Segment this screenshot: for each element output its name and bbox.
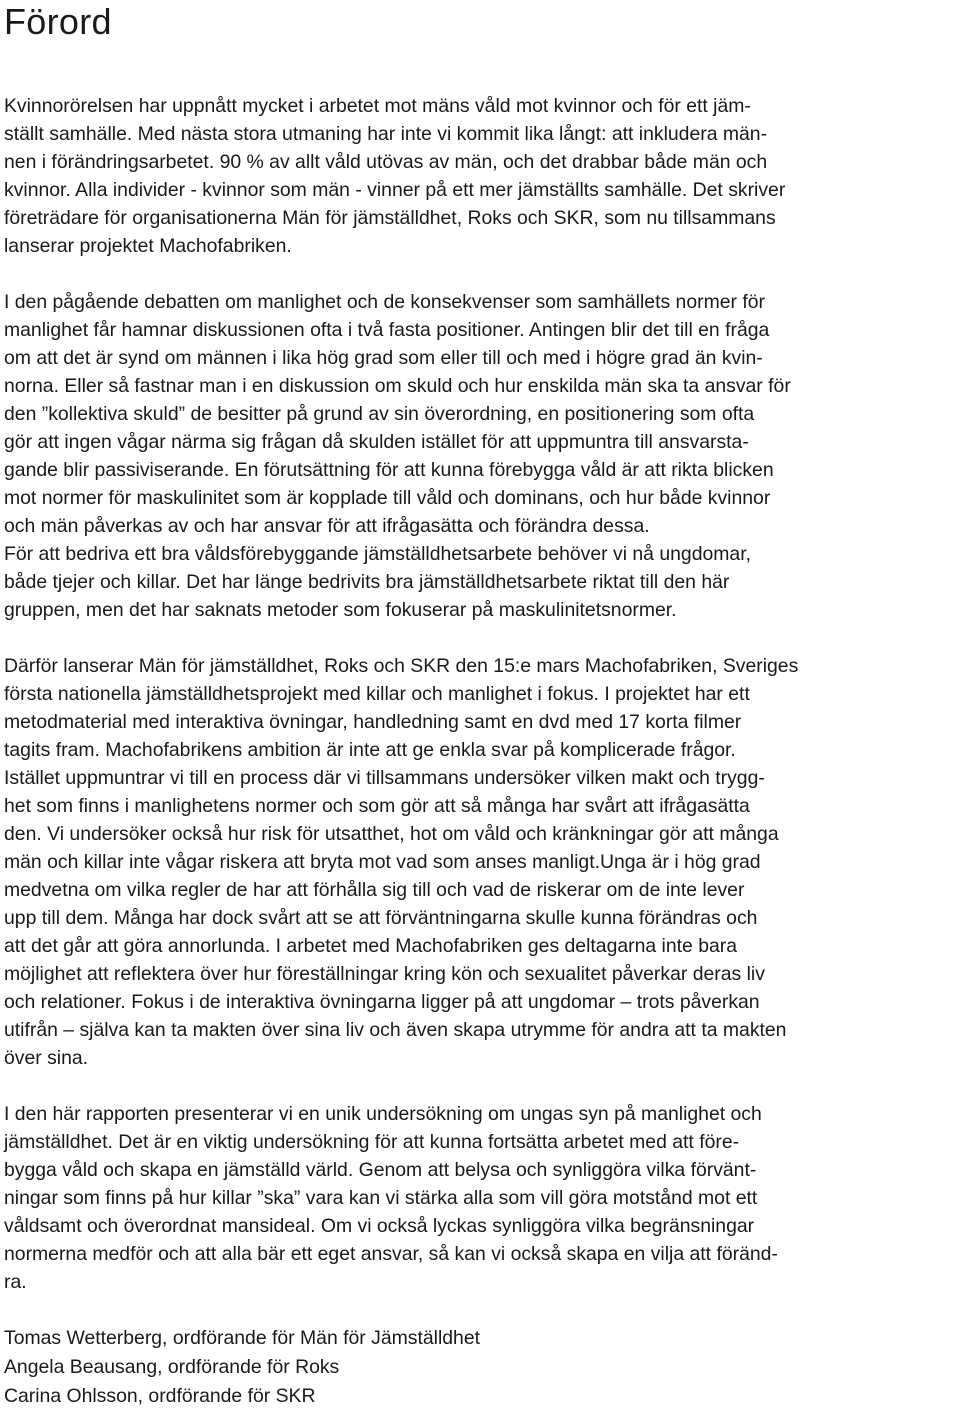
signatures bbox=[4, 1324, 956, 1411]
signature-line: Angela Beausang, ordförande för Roks bbox=[4, 1356, 340, 1378]
paragraph-youth: För att bedriva ett bra våldsförebyggande jämställdhetsarbete behöver vi nå ungdomar, både tjejer och killar. Det har länge bedrivits bra jämställdhetsarbete riktat till den här gruppen, men det har saknats metoder som fokuserar på maskulinitetsnormer. bbox=[4, 543, 751, 621]
signature-line: Tomas Wetterberg, ordförande för Män för Jämställdhet bbox=[4, 1327, 481, 1349]
paragraph-machofabriken: Därför lanserar Män för jämställdhet, Roks och SKR den 15:e mars Machofabriken, Sveriges första nationella jämställdhetsprojekt med killar och manlighet i fokus. I projektet har ett metodmaterial med interaktiva övningar, handledning samt en dvd med 17 korta filmer tagits fram. Machofabrikens ambition är inte att ge enkla svar på komplicerade frågor. Istället uppmuntrar vi till en process där vi tillsammans undersöker vilken makt och trygg- het som finns i manlighetens normer och som gör att så många har svårt att ifrågasätta den. Vi undersöker också hur risk för utsatthet, hot om våld och kränkningar gör att många män och killar inte vågar riskera att bryta mot vad som anses manligt.Unga är i hög grad medvetna om vilka regler de har att förhålla sig till och vad de riskerar om de inte lever upp till dem. Många har dock svårt att se att förväntningarna skulle kunna förändras och att det går att göra annorlunda. I arbetet med Machofabriken ges deltagarna inte bara möjlighet att reflektera över hur föreställningar kring kön och sexualitet påverkar deras liv och relationer. Fokus i de interaktiva övningarna ligger på att ungdomar – trots påverkan utifrån – själva kan ta makten över sina liv och även skapa utrymme för andra att ta makten över sina. bbox=[4, 655, 799, 1069]
document-page bbox=[4, 0, 956, 1411]
paragraph-report: I den här rapporten presenterar vi en unik undersökning om ungas syn på manlighet och jämställdhet. Det är en viktig undersökning för att kunna fortsätta arbetet med att före- bygga våld och skapa en jämställd värld. Genom att belysa och synliggöra vilka förvänt- ningar som finns på hur killar ”ska” vara kan vi stärka alla som vill göra motstånd mot ett våldsamt och överordnat mansideal. Om vi också lyckas synliggöra vilka begränsningar normerna medför och att alla bär ett eget ansvar, så kan vi också skapa en vilja att föränd- ra. bbox=[4, 1103, 778, 1293]
paragraph-debate: I den pågående debatten om manlighet och de konsekvenser som samhällets normer för manlighet får hamnar diskussionen ofta i två fasta positioner. Antingen blir det till en fråga om att det är synd om männen i lika hög grad som eller till och med i högre grad än kvin- norna. Eller så fastnar man i en diskussion om skuld och hur enskilda män ska ta ansvar för den ”kollektiva skuld” de besitter på grund av sin överordning, en positionering som ofta gör att ingen vågar närma sig frågan då skulden istället för att uppmuntra till ansvarsta- gande blir passiviserande. En förutsättning för att kunna förebygga våld är att rikta blicken mot normer för maskulinitet som är kopplade till våld och dominans, och hur både kvinnor och män påverkas av och har ansvar för att ifrågasätta och förändra dessa. bbox=[4, 291, 791, 537]
signature-line: Carina Ohlsson, ordförande för SKR bbox=[4, 1385, 316, 1407]
page-title: Förord bbox=[4, 1, 112, 42]
body-text bbox=[4, 92, 956, 1296]
paragraph-intro: Kvinnorörelsen har uppnått mycket i arbetet mot mäns våld mot kvinnor och för ett jäm- ställt samhälle. Med nästa stora utmaning har inte vi kommit lika långt: att inkludera män- nen i förändringsarbetet. 90 % av allt våld utövas av män, och det drabbar både män och kvinnor. Alla individer - kvinnor som män - vinner på ett mer jämställts samhälle. Det skriver företrädare för organisationerna Män för jämställdhet, Roks och SKR, som nu tillsammans lanserar projektet Machofabriken. bbox=[4, 95, 786, 257]
